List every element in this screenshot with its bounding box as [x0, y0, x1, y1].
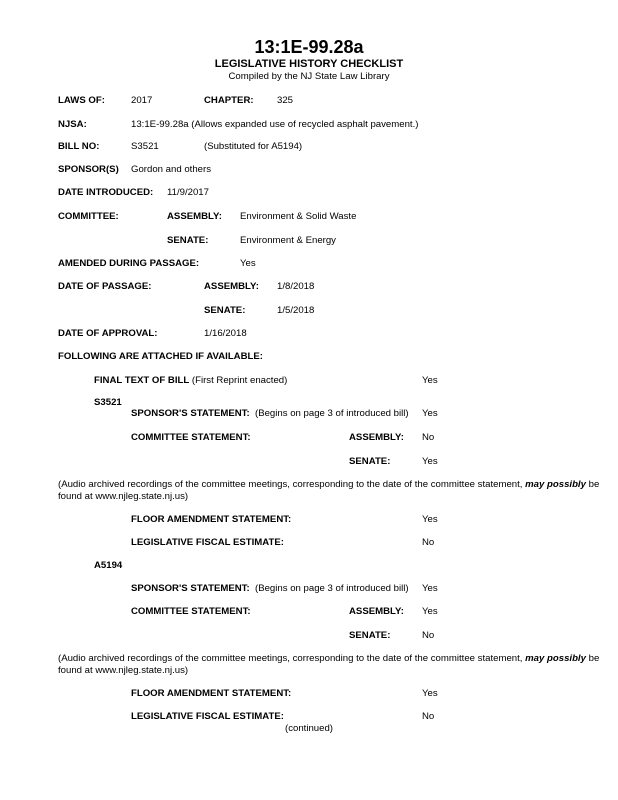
audio-note-emphasis: may possibly	[525, 653, 586, 664]
amended-label: AMENDED DURING PASSAGE:	[58, 258, 200, 269]
audio-note-text: (Audio archived recordings of the committee meetings, corresponding to the date of the committee statement,	[58, 479, 526, 490]
amended-value: Yes	[240, 258, 256, 269]
sponsor-statement-value: Yes	[422, 583, 438, 594]
bill-no-note: (Substituted for A5194)	[204, 141, 303, 152]
fiscal-estimate-label: LEGISLATIVE FISCAL ESTIMATE:	[131, 711, 284, 722]
cs-senate-value: Yes	[422, 456, 438, 467]
committee-label: COMMITTEE:	[58, 211, 119, 222]
page-title: 13:1E-99.28a	[254, 37, 364, 57]
audio-note-text: (Audio archived recordings of the committee meetings, corresponding to the date of the committee statement,	[58, 653, 526, 664]
passage-senate-label: SENATE:	[204, 305, 246, 316]
sponsor-statement-note: (Begins on page 3 of introduced bill)	[255, 583, 409, 594]
sponsor-statement-label: SPONSOR'S STATEMENT:	[131, 408, 250, 419]
date-of-passage-label: DATE OF PASSAGE:	[58, 281, 152, 292]
floor-amendment-label: FLOOR AMENDMENT STATEMENT:	[131, 514, 292, 525]
committee-senate-value: Environment & Energy	[240, 235, 336, 246]
fiscal-estimate-value: No	[422, 537, 435, 548]
date-introduced-value: 11/9/2017	[167, 187, 209, 198]
bill-section-heading: S3521	[94, 397, 122, 408]
cs-senate-label: SENATE:	[349, 630, 391, 641]
date-of-approval-label: DATE OF APPROVAL:	[58, 328, 158, 339]
passage-assembly-label: ASSEMBLY:	[204, 281, 259, 292]
sponsors-value: Gordon and others	[131, 164, 212, 175]
committee-statement-label: COMMITTEE STATEMENT:	[131, 606, 251, 617]
floor-amendment-label: FLOOR AMENDMENT STATEMENT:	[131, 688, 292, 699]
sponsor-statement-value: Yes	[422, 408, 438, 419]
cs-assembly-label: ASSEMBLY:	[349, 432, 404, 443]
final-text-note: (First Reprint enacted)	[191, 375, 288, 386]
bill-no-value: S3521	[131, 141, 159, 152]
bill-no-label: BILL NO:	[58, 141, 100, 152]
committee-statement-label: COMMITTEE STATEMENT:	[131, 432, 251, 443]
fiscal-estimate-value: No	[422, 711, 435, 722]
page-subtitle: LEGISLATIVE HISTORY CHECKLIST	[214, 58, 404, 70]
audio-note-text-end: be found at www.njleg.state.nj.us)	[58, 479, 600, 502]
committee-assembly-label: ASSEMBLY:	[167, 211, 222, 222]
date-of-approval-value: 1/16/2018	[204, 328, 247, 339]
final-text-row	[94, 375, 287, 387]
sponsor-statement-label: SPONSOR'S STATEMENT:	[131, 583, 250, 594]
njsa-value: 13:1E-99.28a (Allows expanded use of recycled asphalt pavement.)	[131, 119, 419, 130]
audio-note	[58, 479, 603, 502]
sponsors-label: SPONSOR(S)	[58, 164, 119, 175]
cs-assembly-value: No	[422, 432, 435, 443]
attached-heading: FOLLOWING ARE ATTACHED IF AVAILABLE:	[58, 351, 263, 362]
final-text-label: FINAL TEXT OF BILL	[94, 375, 190, 386]
final-text-value: Yes	[422, 375, 438, 386]
floor-amendment-value: Yes	[422, 688, 438, 699]
compiled-by: Compiled by the NJ State Law Library	[228, 71, 390, 82]
laws-of-label: LAWS OF:	[58, 95, 105, 106]
cs-assembly-value: Yes	[422, 606, 438, 617]
date-introduced-label: DATE INTRODUCED:	[58, 187, 154, 198]
sponsor-statement-row	[131, 408, 409, 420]
sponsor-statement-note: (Begins on page 3 of introduced bill)	[255, 408, 409, 419]
laws-of-value: 2017	[131, 95, 153, 106]
njsa-label: NJSA:	[58, 119, 87, 130]
chapter-label: CHAPTER:	[204, 95, 254, 106]
sponsor-statement-row	[131, 583, 409, 595]
chapter-value: 325	[277, 95, 294, 106]
cs-senate-label: SENATE:	[349, 456, 391, 467]
passage-senate-value: 1/5/2018	[277, 305, 315, 316]
bill-section-heading: A5194	[94, 560, 123, 571]
audio-note	[58, 653, 603, 676]
committee-assembly-value: Environment & Solid Waste	[240, 211, 357, 222]
fiscal-estimate-label: LEGISLATIVE FISCAL ESTIMATE:	[131, 537, 284, 548]
floor-amendment-value: Yes	[422, 514, 438, 525]
passage-assembly-value: 1/8/2018	[277, 281, 315, 292]
audio-note-emphasis: may possibly	[525, 479, 586, 490]
audio-note-text-end: be found at www.njleg.state.nj.us)	[58, 653, 600, 676]
committee-senate-label: SENATE:	[167, 235, 209, 246]
cs-assembly-label: ASSEMBLY:	[349, 606, 404, 617]
cs-senate-value: No	[422, 630, 435, 641]
continued-note: (continued)	[285, 723, 333, 734]
